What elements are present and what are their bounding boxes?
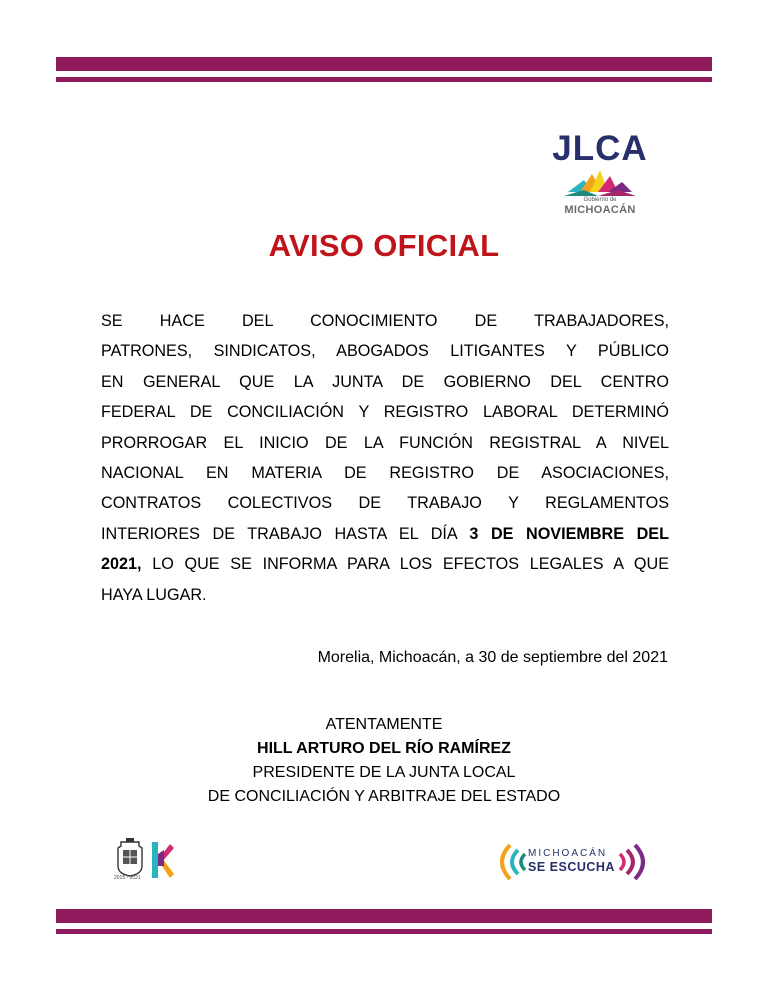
campaign-bottom: SE ESCUCHA [528,860,615,874]
signatory-position-1: PRESIDENTE DE LA JUNTA LOCAL [252,764,516,781]
top-band-thick [56,57,712,71]
body-line-2: PATRONES, SINDICATOS, ABOGADOS LITIGANTES Y PÚBLICO [101,342,669,361]
seal-years: 2015 - 2021 [114,875,141,881]
body-line-7: CONTRATOS COLECTIVOS DE TRABAJO Y REGLAMENTOS [101,494,669,513]
top-band-thin [56,77,712,82]
body-line-6: NACIONAL EN MATERIA DE REGISTRO DE ASOCIACIONES, [101,464,669,483]
body-line-8-date: 3 DE NOVIEMBRE DEL [469,524,669,543]
jlca-logo-letters: JLCA [552,129,648,168]
body-line-1: SE HACE DEL CONOCIMIENTO DE TRABAJADORES, [101,312,669,330]
bottom-band-thick [56,909,712,923]
k-logo-icon [150,840,174,880]
place-date: Morelia, Michoacán, a 30 de septiembre del 2021 [317,649,668,666]
closing: ATENTAMENTE [325,716,443,733]
body-line-10: HAYA LUGAR. [101,585,207,604]
notice-body [101,306,669,610]
body-line-9-text: LO QUE SE INFORMA PARA LOS EFECTOS LEGALES A QUE [141,555,669,574]
notice-title: AVISO OFICIAL [268,228,500,263]
jlca-logo-mark-icon [562,170,638,198]
signatory-position-2: DE CONCILIACIÓN Y ARBITRAJE DEL ESTADO [207,788,561,805]
body-line-9-year: 2021, [101,555,142,574]
campaign-top: MICHOACÁN [528,848,608,859]
signatory-name: HILL ARTURO DEL RÍO RAMÍREZ [257,740,511,757]
body-line-9 [101,549,669,579]
logo-gobierno-de: Gobierno de [583,197,617,203]
body-line-4: FEDERAL DE CONCILIACIÓN Y REGISTRO LABORAL DETERMINÓ [101,403,669,422]
body-line-8-text: INTERIORES DE TRABAJO HASTA EL DÍA [101,524,470,543]
body-line-3: EN GENERAL QUE LA JUNTA DE GOBIERNO DEL CENTRO [101,372,669,391]
body-line-8 [101,519,669,549]
logo-state-name: MICHOACÁN [564,204,636,216]
body-line-5: PRORROGAR EL INICIO DE LA FUNCIÓN REGISTRAL A NIVEL [101,433,669,452]
bottom-band-thin [56,929,712,934]
